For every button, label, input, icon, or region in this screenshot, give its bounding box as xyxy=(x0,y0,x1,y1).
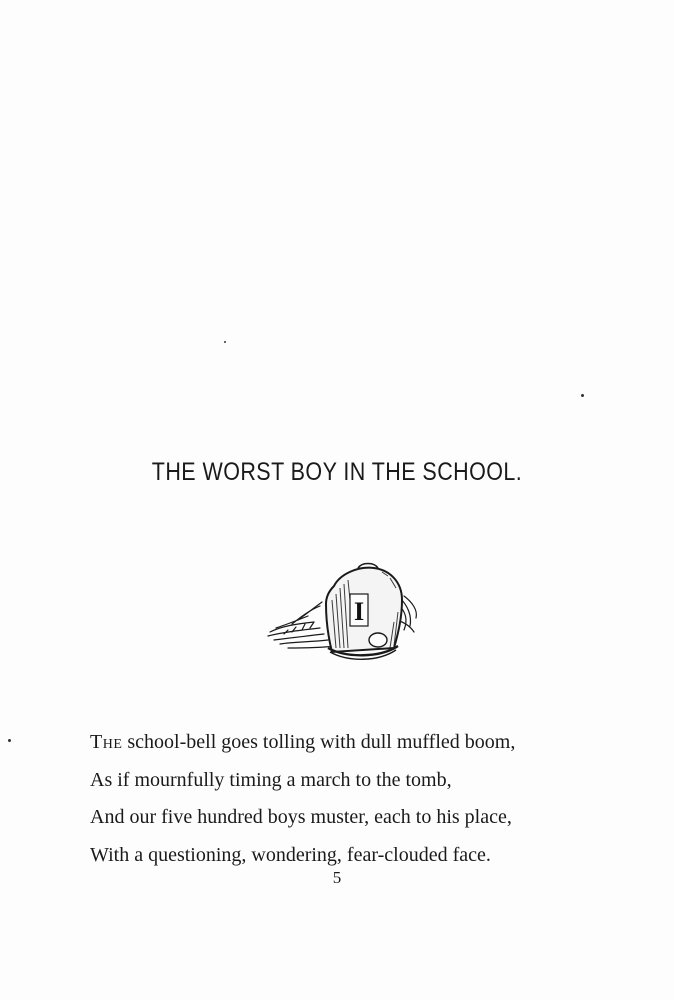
page-number: 5 xyxy=(332,868,342,887)
chapter-title: THE WORST BOY IN THE SCHOOL. xyxy=(151,458,523,486)
poem-line-1 xyxy=(90,724,630,762)
drop-cap-letter: I xyxy=(353,597,365,626)
poem-line-4: With a questioning, wondering, fear-clouded face. xyxy=(90,843,491,866)
print-speck xyxy=(581,394,584,397)
poem-first-line-rest: school-bell goes tolling with dull muffled boom, xyxy=(122,731,516,753)
poem-stanza xyxy=(90,724,630,874)
poem-first-word: The xyxy=(90,731,123,753)
print-speck xyxy=(8,739,11,742)
poem-line-3: And our five hundred boys muster, each to his place, xyxy=(90,806,512,828)
poem-line-2: As if mournfully timing a march to the tomb, xyxy=(90,768,452,791)
print-speck xyxy=(224,341,226,343)
school-bell-icon xyxy=(262,560,422,665)
